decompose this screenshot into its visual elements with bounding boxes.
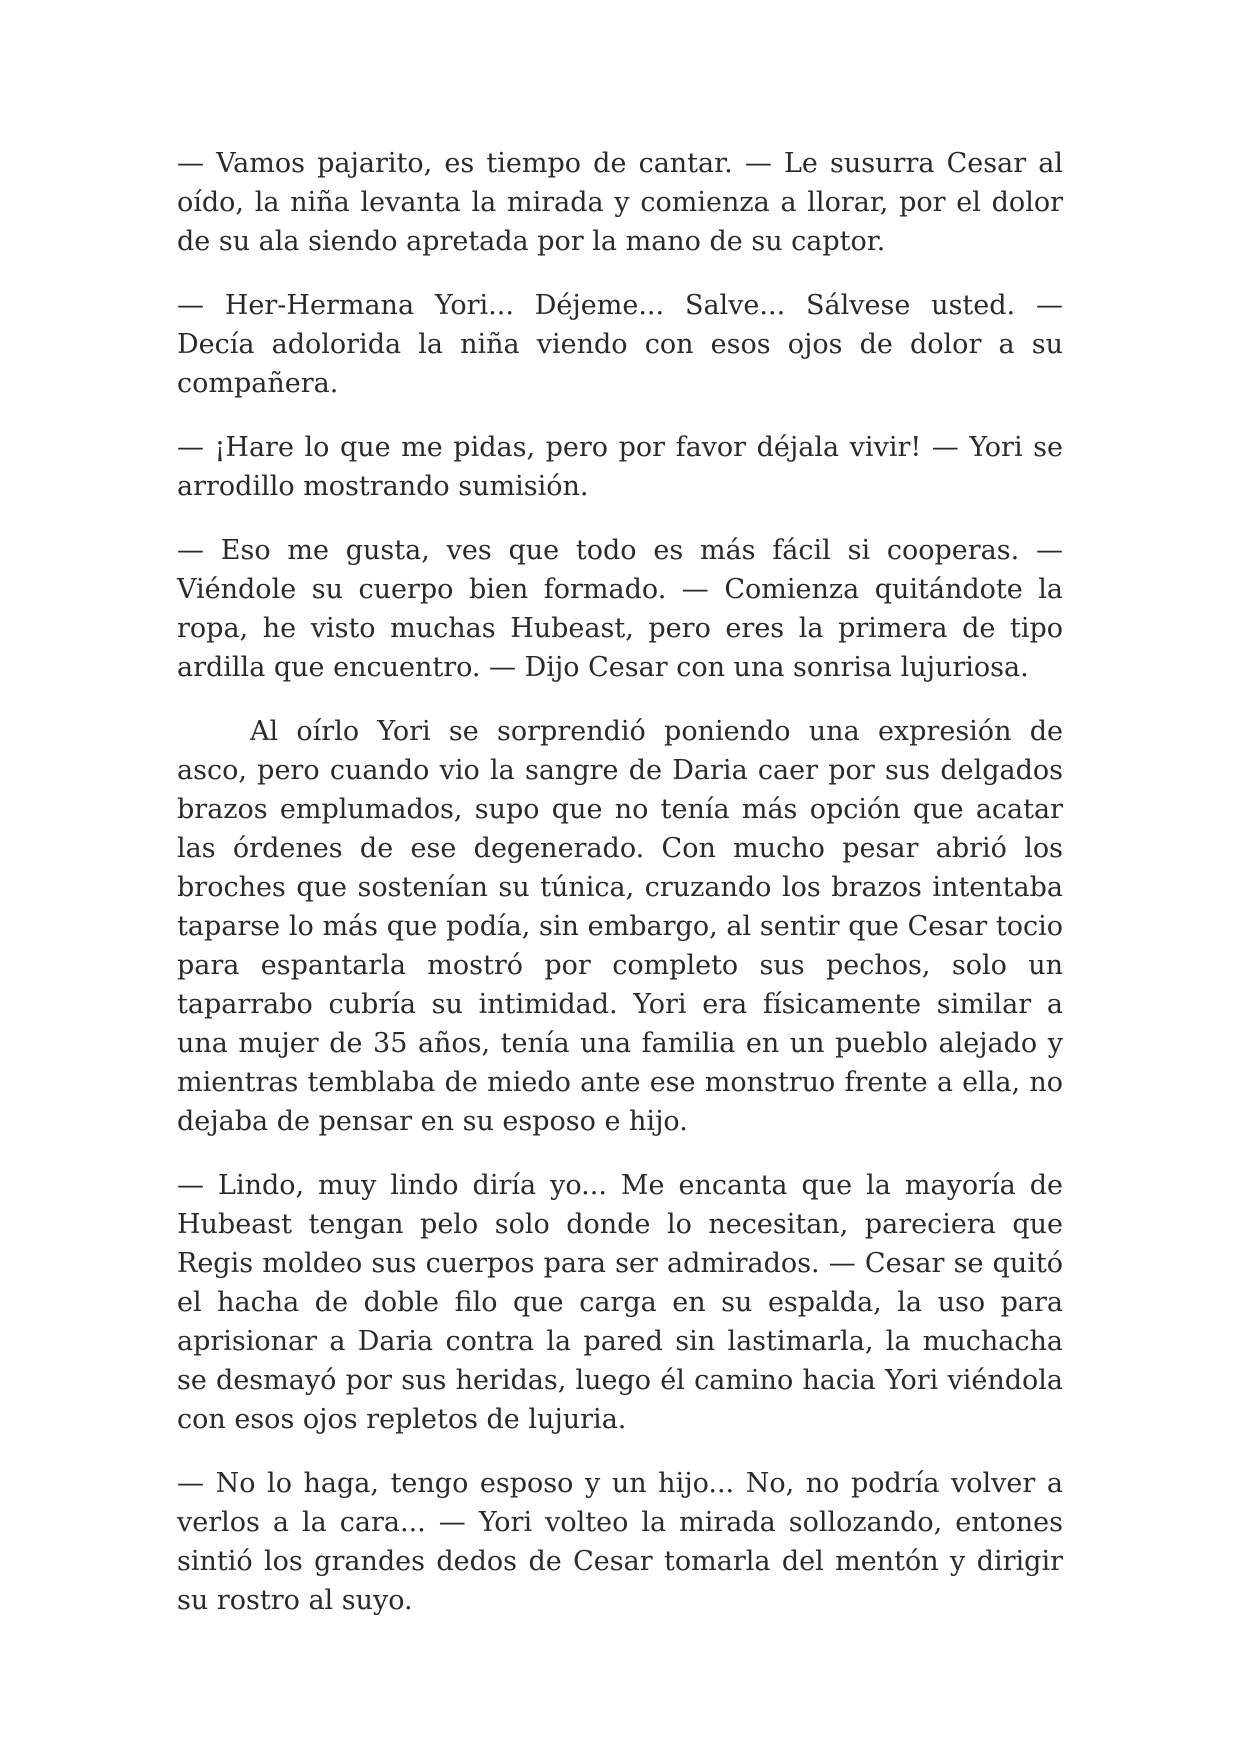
- paragraph-5: Al oírlo Yori se sorprendió poniendo una expresión de asco, pero cuando vio la sangre de Daria caer por sus delgados brazos emplumados, supo que no tenía más opción que acatar las órdenes de ese degenerado. Con mucho pesar abrió los broches que sostenían su túnica, cruzando los brazos intentaba taparse lo más que podía, sin embargo, al sentir que Cesar tocio para espantarla mostró por completo sus pechos, solo un taparrabo cubría su intimidad. Yori era físicamente similar a una mujer de 35 años, tenía una familia en un pueblo alejado y mientras temblaba de miedo ante ese monstruo frente a ella, no dejaba de pensar en su esposo e hijo.: [177, 716, 1063, 1137]
- paragraph-2: — Her-Hermana Yori... Déjeme... Salve... Sálvese usted. — Decía adolorida la niña viendo con esos ojos de dolor a su compañera.: [177, 290, 1063, 399]
- paragraph-1: — Vamos pajarito, es tiempo de cantar. — Le susurra Cesar al oído, la niña levanta la mirada y comienza a llorar, por el dolor de su ala siendo apretada por la mano de su captor.: [177, 148, 1063, 257]
- paragraph-6: — Lindo, muy lindo diría yo... Me encanta que la mayoría de Hubeast tengan pelo solo donde lo necesitan, pareciera que Regis moldeo sus cuerpos para ser admirados. — Cesar se quitó el hacha de doble filo que carga en su espalda, la uso para aprisionar a Daria contra la pared sin lastimarla, la muchacha se desmayó por sus heridas, luego él camino hacia Yori viéndola con esos ojos repletos de lujuria.: [177, 1170, 1063, 1435]
- paragraph-3: — ¡Hare lo que me pidas, pero por favor déjala vivir! — Yori se arrodillo mostrando sumisión.: [177, 432, 1063, 502]
- paragraph-7: — No lo haga, tengo esposo y un hijo... No, no podría volver a verlos a la cara... — Yori volteo la mirada sollozando, entones sintió los grandes dedos de Cesar tomarla del mentón y dirigir su rostro al suyo.: [177, 1468, 1063, 1616]
- paragraph-4: — Eso me gusta, ves que todo es más fácil si cooperas. — Viéndole su cuerpo bien formado. — Comienza quitándote la ropa, he visto muchas Hubeast, pero eres la primera de tipo ardilla que encuentro. — Dijo Cesar con una sonrisa lujuriosa.: [177, 535, 1063, 683]
- body-text: [177, 144, 1063, 1645]
